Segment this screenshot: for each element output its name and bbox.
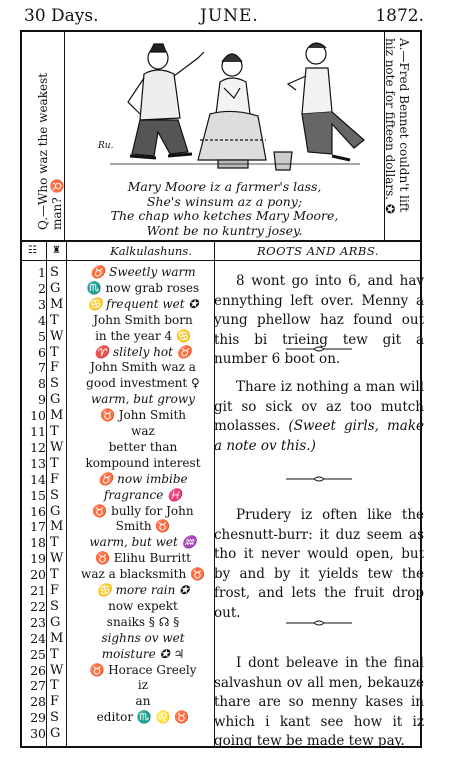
day-letter: T [50,567,59,583]
roots-text-3: Prudery iz often like the chesnutt-burr: it duz seem as tho it never would open, but by and by it yields tew the frost, and lets the fruit drop out. [214,507,424,621]
day-letter: T [50,535,59,551]
divider-dayletter [66,242,67,746]
kalk-entry: now expekt [108,598,178,613]
day-letter: S [50,265,59,280]
day-letter: S [50,487,59,503]
day-number: 12 [30,439,46,455]
verse-line-3: The chap who ketches Mary Moore, [110,208,339,223]
kalk-entry: ♉ bully for John [92,503,194,518]
kalk-entry: John Smith waz a [90,360,196,375]
day-number: 6 [38,344,46,360]
day-letter: T [50,424,59,439]
kalk-entry: ♉ now imbibe [98,471,188,486]
day-number: 22 [30,598,46,614]
kalk-entry: good investment ♀ [86,376,200,391]
day-letter: G [50,280,61,296]
roots-paragraph-2 [214,378,424,456]
day-letter: G [50,392,61,408]
roots-text-2b: (Sweet girls, make a note ov this.) [214,418,424,454]
day-letter: G [50,503,61,519]
kalk-entry: an [135,694,151,709]
day-number: 18 [30,535,46,551]
day-number: 21 [30,583,46,598]
kalk-entry: iz [137,678,149,693]
illustration [70,36,380,176]
question-column [22,32,65,240]
verse-line-2: She's winsum az a pony; [146,193,303,209]
verse-line-1: Mary Moore iz a farmer's lass, [127,179,322,194]
day-letter: T [50,646,59,662]
kalk-entry: ♏ now grab roses [86,280,200,295]
day-letter: W [50,662,64,678]
day-number: 16 [30,503,46,519]
roots-title: ROOTS AND ARBS. [256,244,379,258]
day-letter: T [50,344,59,360]
kalk-entry: warm, but growy [91,392,195,407]
day-number: 30 [30,726,46,742]
kalk-entry: sighns ov wet [101,630,185,645]
day-letter: F [50,583,60,598]
kalk-entry: ♉ John Smith [99,408,187,423]
day-number: 19 [30,551,46,567]
day-number: 5 [38,328,46,344]
day-number: 2 [38,280,46,296]
kalk-entry: waz [131,424,155,438]
girl-figure [198,54,292,170]
day-number: 14 [30,471,46,487]
top-band [22,32,420,242]
day-letter: F [50,694,60,710]
day-number: 28 [30,694,46,710]
day-letter: S [50,376,59,392]
day-number: 3 [38,296,46,312]
kalk-entry: Smith ♉ [115,519,171,534]
ornament-divider [284,620,354,626]
kalk-entry: better than [108,439,178,454]
question-text [36,73,64,230]
answer-line-1: A.—Fred Bennet couldn't lift [397,38,411,213]
verse-line-4: Wont be no kuntry josey. [146,222,303,238]
day-letter: T [50,312,59,328]
kalk-entry: John Smith born [93,312,193,327]
day-number: 7 [38,360,46,376]
roots-text-1: 8 wont go into 6, and hav ennything left over. Menny a yung phellow haz found out this bi trieing tew git a number 6 boot on. [214,273,424,367]
day-letter: W [50,439,64,455]
roots-text-4: I dont beleave in the final salvashun ov all men, bekauze thare are so menny kases in which i kant see how it iz going tew be made tew pay. [214,655,424,749]
kalk-entry: warm, but wet ♒ [89,535,197,550]
day-letter: M [50,519,64,535]
day-letter: M [50,408,64,424]
day-number: 15 [30,487,46,503]
question-line-2: man? ♉ [50,178,64,230]
day-letter: W [50,328,64,344]
day-number: 17 [30,519,46,535]
kalk-entry: ♉ Elihu Burritt [95,551,191,566]
answer-column [384,32,420,240]
roots-paragraph-1 [214,272,424,370]
roots-paragraph-3 [214,506,424,623]
day-letter: S [50,598,59,614]
day-number: 10 [30,408,46,424]
weekday-column-icon: ♜ [52,245,61,256]
roots-text-2a: Thare iz nothing a man will git so sick ov az too mutch molasses. [214,379,424,434]
day-letter: G [50,614,61,630]
day-letter: G [50,726,61,742]
day-letter: M [50,296,64,312]
day-number: 4 [38,312,46,328]
kalk-entry: waz a blacksmith ♉ [81,567,205,582]
day-letter: F [50,360,60,376]
day-number: 23 [30,614,46,630]
ornament-divider [284,346,354,352]
day-letter: W [50,551,64,567]
day-number: 27 [30,678,46,694]
svg-text:Ru.: Ru. [98,141,114,151]
kalk-entry: fragrance ♓ [103,487,183,502]
year: 1872. [375,6,424,26]
farmer-figure [97,44,204,158]
kalk-entry: ♋ frequent wet ✪ [87,296,199,311]
kalk-entry: ♈ slitely hot ♉ [94,344,192,359]
roots-paragraph-4 [214,654,424,752]
day-number: 29 [30,710,46,726]
kalk-entry [70,726,216,742]
kalk-entry: moisture ✪ ♃ [101,646,185,661]
kalk-entry: kompound interest [85,455,201,470]
day-number: 20 [30,567,46,583]
answer-text [383,38,411,214]
day-letter: T [50,455,59,471]
kalk-entry: editor ♏ ♌ ♉ [96,710,190,725]
day-number: 13 [30,455,46,471]
month-title: JUNE. [200,6,259,26]
kalk-entry: snaiks § ☊ § [106,614,180,629]
roots-text-2 [214,378,424,456]
verse [67,180,382,238]
day-number: 11 [30,424,46,439]
day-letter: T [50,678,59,694]
kalk-title: Kalkulashuns. [110,244,192,258]
day-number: 9 [38,392,46,408]
kalk-entry: ♉ Horace Greely [89,662,197,677]
kalk-entry: in the year 4 ♋ [95,328,191,343]
day-number: 1 [38,265,46,280]
answer-line-2: hiz note for fifteen dollars. ✪ [383,38,397,214]
kalk-entry: ♋ more rain ✪ [96,583,190,597]
suitor-figure [288,43,364,160]
day-column-icon: ☷ [28,245,37,256]
day-number: 24 [30,630,46,646]
ornament-divider [284,476,354,482]
day-number: 25 [30,646,46,662]
days-count: 30 Days. [24,6,99,26]
divider-daynum [46,242,47,746]
day-letter: M [50,630,64,646]
day-number: 8 [38,376,46,392]
calendar-frame [20,30,422,748]
day-number: 26 [30,662,46,678]
day-letter: S [50,710,59,726]
day-letter: F [50,471,60,487]
kalk-entry: ♉ Sweetly warm [90,265,196,279]
question-line-1: Q.—Who waz the weakest [36,72,50,230]
